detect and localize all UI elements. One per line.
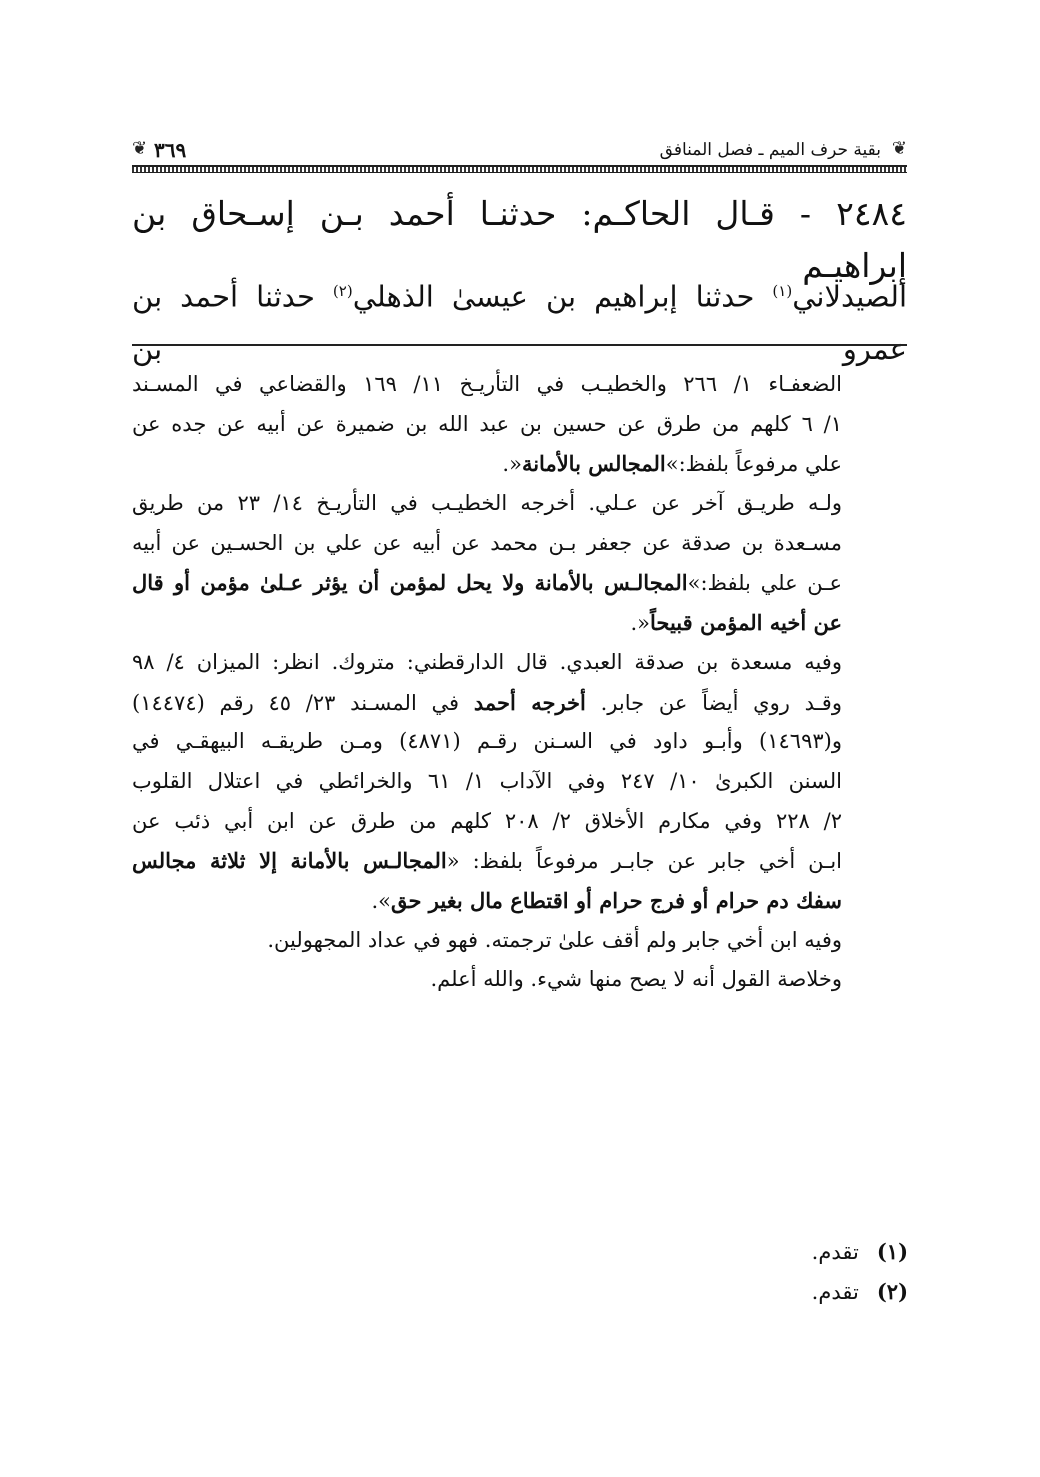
note-text: وقـد روي أيضاً عن جابر. [585, 690, 842, 715]
note-text: عـن علي بلفظ:» [687, 571, 842, 596]
footnote-number: (١) [876, 1239, 908, 1264]
note-line: وخلاصة القول أنه لا يصح منها شيء. والله أعلم. [430, 967, 842, 992]
header-rule [132, 165, 907, 173]
note-line: وفيه مسعدة بن صدقة العبدي. قال الدارقطني: متروك. انظر: الميزان ٤/ ٩٨ [132, 649, 842, 674]
note-line [132, 444, 842, 484]
note-text: ». [371, 888, 391, 913]
notes-block [132, 365, 842, 1000]
footnote-1 [608, 1232, 908, 1272]
main-text-segment: حدثنا إبراهيم بن عيسىٰ الذهلي [352, 279, 773, 314]
note-quote-bold: عن أخيه المؤمن قبيحاً [650, 610, 842, 636]
note-text: «. [502, 452, 522, 477]
header-ornament-left-icon: ❦ [132, 138, 148, 159]
header-ornament-right-icon: ❦ [891, 138, 907, 159]
note-line [132, 603, 842, 643]
page-number: ٣٦٩ [154, 138, 187, 162]
footnote-text: تقدم. [811, 1280, 859, 1304]
note-line [132, 841, 842, 881]
footnote-ref-1: (١) [772, 282, 793, 300]
note-line: و(١٤٦٩٣) وأبـو داود في السـنن رقـم (٤٨٧١) ومـن طريقـه البيهقـي في [132, 729, 842, 754]
main-text-segment: الصيدلاني [792, 279, 907, 314]
note-line [132, 563, 842, 603]
note-line: وفيه ابن أخي جابر ولم أقف علىٰ ترجمته. فهو في عداد المجهولين. [267, 927, 842, 952]
running-header [132, 136, 907, 172]
note-quote-bold: المجالـس بالأمانة ولا يحل لمؤمن أن يؤثر عـلىٰ مؤمن أو قال [132, 570, 688, 596]
note-line: ١/ ٦ كلهم من طرق عن حسين بن عبد الله بن ضميرة عن أبيه عن جده عن [132, 411, 842, 436]
note-quote-bold: المجالس بالأمانة [521, 451, 666, 477]
note-line: ٢/ ٢٢٨ وفي مكارم الأخلاق ٢/ ٢٠٨ كلهم من طرق عن ابن أبي ذئب عن [132, 808, 842, 833]
note-text: «. [630, 611, 651, 636]
main-text-line-1: ٢٤٨٤ - قـال الحاكـم: حدثنـا أحمد بـن إسـحاق بن إبراهيـم [132, 194, 907, 285]
note-quote-bold: سفك دم حرام أو فرج حرام أو اقتطاع مال بغير حق [391, 887, 842, 913]
header-title: بقية حرف الميم ـ فصل المنافق [659, 140, 881, 160]
note-line [132, 683, 842, 723]
footnote-text: تقدم. [811, 1240, 859, 1264]
footnote-separator [132, 344, 907, 346]
note-line: ولـه طريـق آخر عن عـلي. أخرجه الخطيـب في التأريـخ ١٤/ ٢٣ من طريق [132, 491, 842, 516]
note-line [132, 881, 842, 921]
note-line: الضعفـاء ١/ ٢٦٦ والخطيـب في التأريـخ ١١/ ١٦٩ والقضاعي في المسـند [132, 372, 842, 396]
note-text: ابـن أخي جابر عن جابـر مرفوعاً بلفظ: « [446, 849, 842, 874]
note-source-bold: أخرجه أحمد [473, 689, 586, 715]
note-quote-bold: المجالـس بالأمانة إلا ثلاثة مجالس [132, 848, 447, 874]
note-line: السنن الكبرىٰ ١٠/ ٢٤٧ وفي الآداب ١/ ٦١ والخرائطي في اعتلال القلوب [132, 768, 842, 793]
footnotes [608, 1232, 908, 1312]
footnote-number: (٢) [876, 1279, 908, 1304]
note-text: علي مرفوعاً بلفظ:» [665, 452, 842, 477]
note-text: في المسـند ٢٣/ ٤٥ رقم (١٤٤٧٤) [132, 690, 474, 715]
main-text-line-2 [132, 265, 907, 375]
main-text-segment: حدثنا أحمد بن عمرو بن [132, 279, 907, 366]
footnote-2 [608, 1272, 908, 1312]
note-line: مسـعدة بن صدقة عن جعفر بـن محمد عن أبيه عن علي بن الحسـين عن أبيه [132, 530, 842, 555]
footnote-ref-2: (٢) [332, 282, 353, 300]
